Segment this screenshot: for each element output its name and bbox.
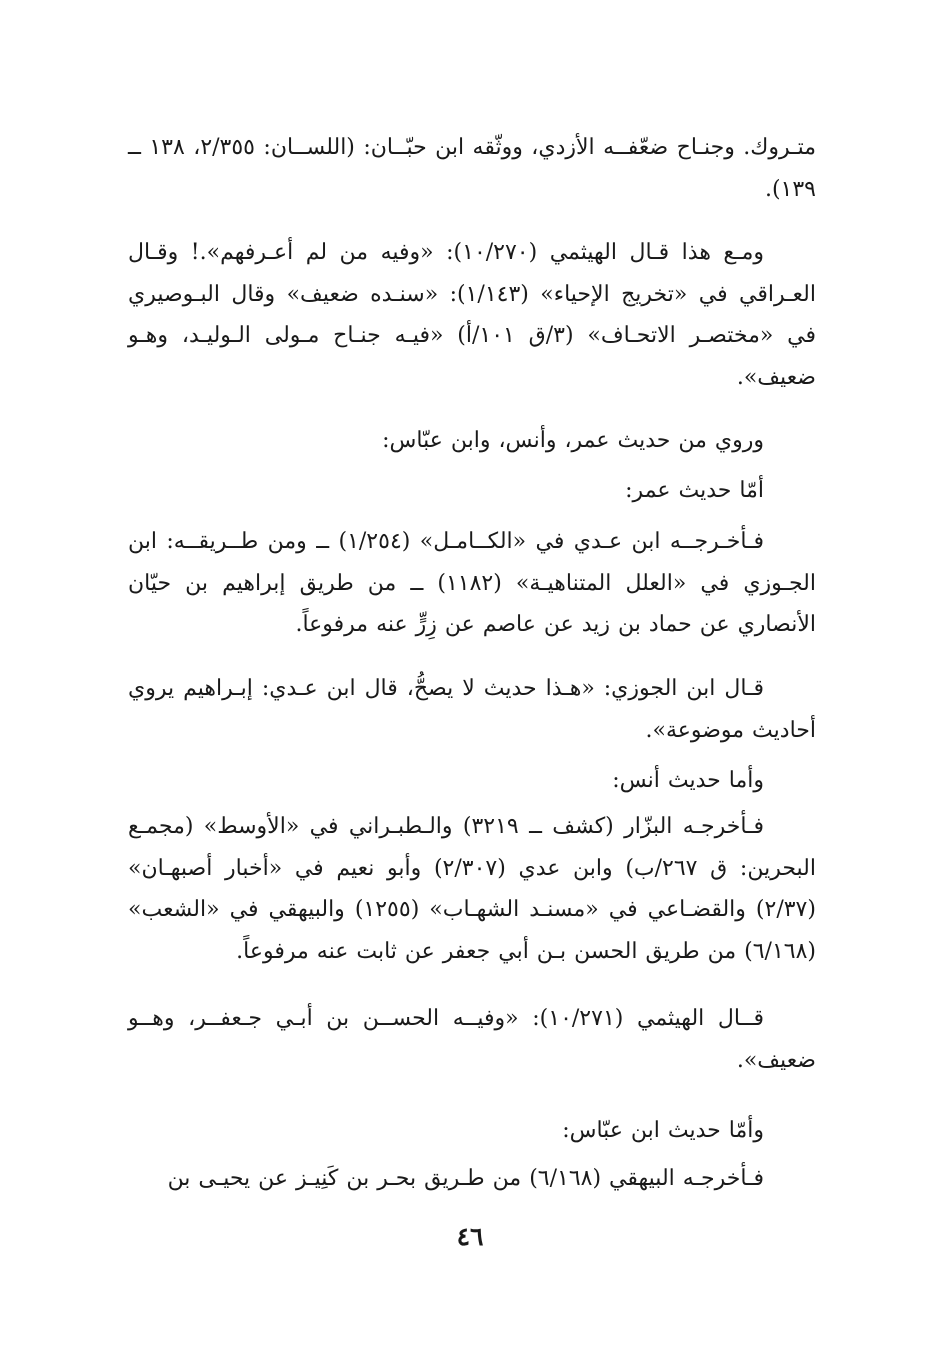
section-heading: وأما حديث أنس: xyxy=(612,768,764,793)
paragraph-text: فـأخرجـه البيهقي (٦/١٦٨) من طـريق بحـر بن كَنِيـز عن يحيـى بن xyxy=(167,1166,764,1191)
paragraph-anas-takhrij xyxy=(128,806,816,972)
paragraph-ibn-abbas-takhrij xyxy=(128,1158,816,1200)
heading-ibn-abbas-hadith xyxy=(128,1110,816,1152)
section-heading: أمّا حديث عمر: xyxy=(625,478,764,503)
heading-anas-hadith xyxy=(128,760,816,802)
paragraph-haythami-iraqi xyxy=(128,232,816,398)
paragraph-continuation xyxy=(128,127,816,210)
paragraph-text: قــال الهيثمي (١٠/٢٧١): «وفيــه الحســن بن أبـي جـعفــر، وهــو ضعيف». xyxy=(128,1006,816,1073)
paragraph-haythami-anas xyxy=(128,998,816,1081)
paragraph-text: متـروك. وجنـاح ضعّفــه الأزدي، ووثّقه ابن حبّــان: (اللســان: ٢/٣٥٥، ١٣٨ ــ ١٣٩). xyxy=(128,135,817,202)
paragraph-text: وروي من حديث عمر، وأنس، وابن عبّاس: xyxy=(382,428,764,453)
heading-umar-hadith xyxy=(128,470,816,512)
paragraph-umar-takhrij xyxy=(128,521,816,646)
paragraph-ibn-jawzi xyxy=(128,668,816,751)
paragraph-narrations-intro xyxy=(128,420,816,462)
page-number: ٤٦ xyxy=(456,1222,484,1251)
paragraph-text: ومـع هذا قـال الهيثمي (١٠/٢٧٠): «وفيه من لم أعـرفهم».! وقـال العـراقي في «تخريج الإحياء» (١/١٤٣): «سنـده ضعيف» وقال البـوصيري في «مختصـر الاتحـاف» (٣/ق ١٠١/أ) «فيـه جنـاح مـولى الـوليـد، وهـو ضعيف». xyxy=(128,240,817,390)
section-heading: وأمّا حديث ابن عبّاس: xyxy=(562,1118,764,1143)
paragraph-text: فـأخـرجــه ابن عـدي في «الكــامـل» (١/٢٥٤) ــ ومن طــريقــه: ابن الجـوزي في «العلل المتناهيـة» (١١٨٢) ــ من طريق إبراهيم بن حيّان الأنصاري عن حماد بن زيد عن عاصم عن زِرٍّ عنه مرفوعاً. xyxy=(128,529,816,637)
paragraph-text: فـأخرجـه البزّار (كشف ــ ٣٢١٩) والـطبـراني في «الأوسط» (مجمـع البحرين: ق ٢٦٧/ب) وابن عدي (٢/٣٠٧) وأبو نعيم في «أخبار أصبهـان» (٢/٣٧) والقضـاعي في «مسنـد الشهـاب» (١٢٥٥) والبيهقي في «الشعب» (٦/١٦٨) من طريق الحسن بـن أبي جعفر عن ثابت عنه مرفوعاً. xyxy=(128,814,816,964)
paragraph-text: قـال ابن الجوزي: «هـذا حديث لا يصحُّ، قال ابن عـدي: إبـراهيم يروي أحاديث موضوعة». xyxy=(128,676,816,743)
